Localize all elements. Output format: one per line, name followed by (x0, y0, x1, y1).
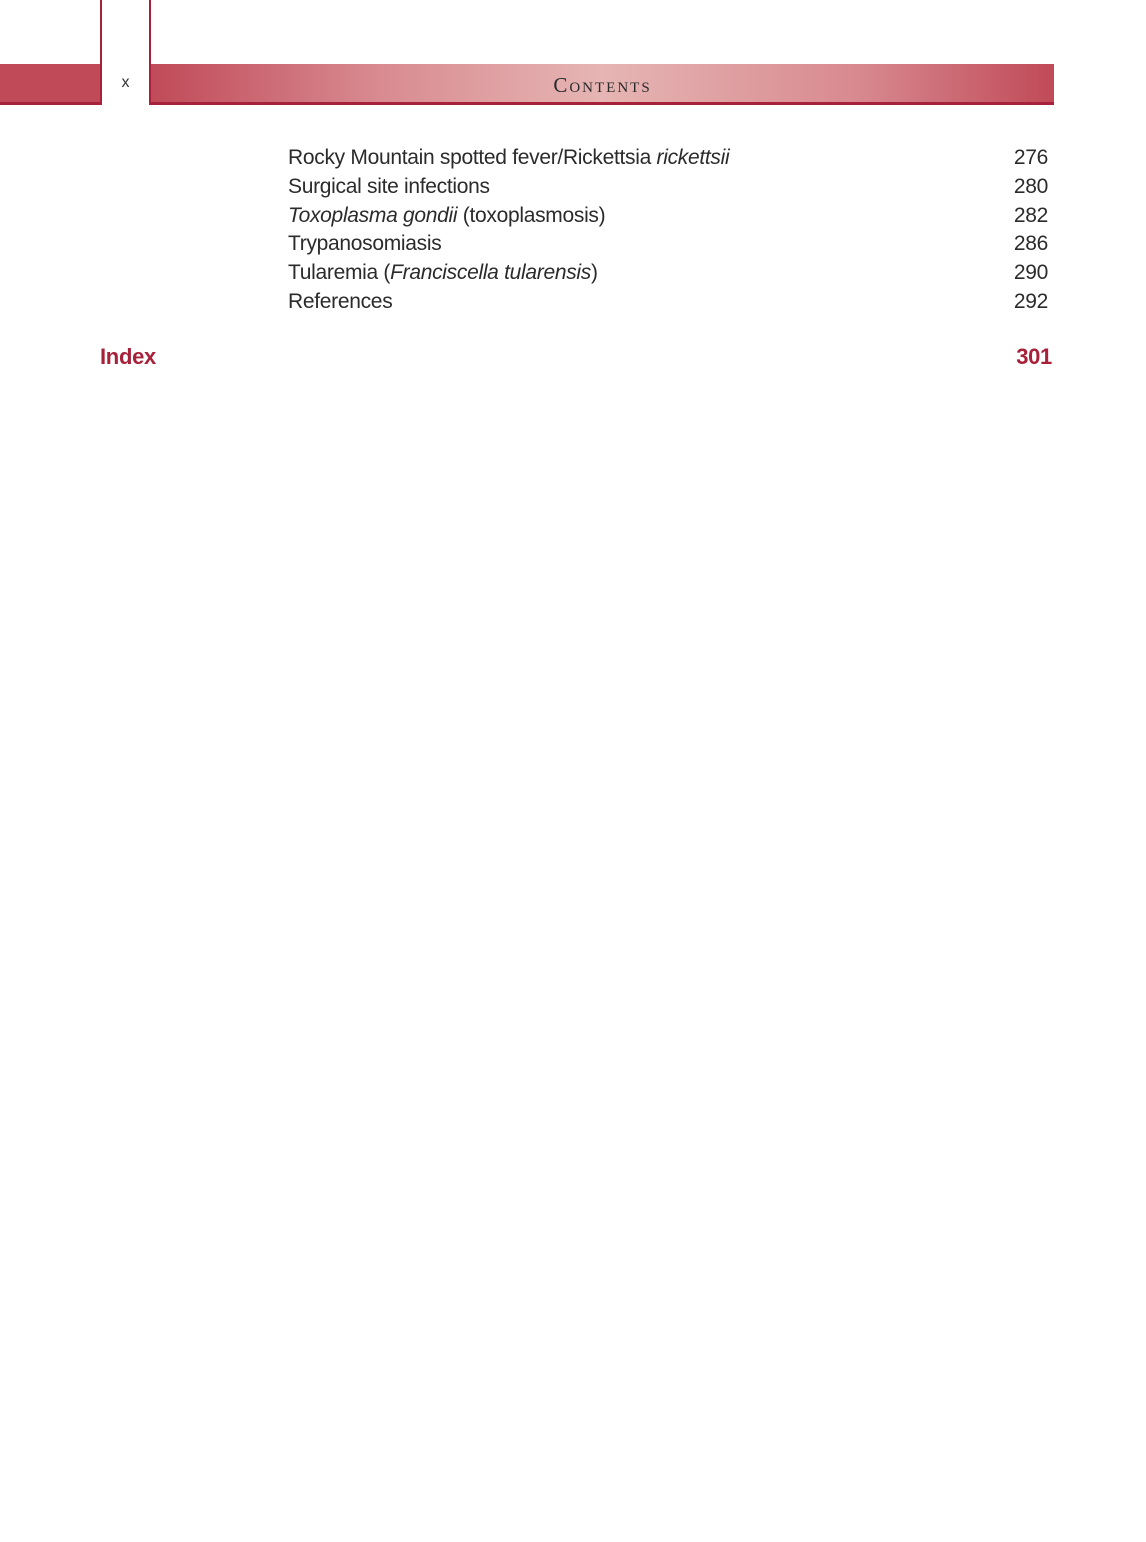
toc-entry[interactable] (288, 173, 1050, 202)
toc-entry-title: Rocky Mountain spotted fever/Rickettsia rickettsii (288, 146, 730, 169)
toc-list (288, 144, 1050, 317)
toc-entry-page: 276 (1013, 146, 1048, 169)
header-band (151, 64, 1054, 105)
running-head: Contents (553, 73, 652, 97)
toc-entry[interactable] (288, 202, 1050, 231)
index-label: Index (100, 344, 156, 369)
folio-box (100, 0, 151, 105)
page-number: x (121, 74, 130, 91)
toc-entry-page: 280 (1013, 174, 1048, 198)
toc-entry-title: Trypanosomiasis (288, 232, 442, 256)
toc-entry[interactable] (288, 144, 1050, 173)
toc-entry-title: Toxoplasma gondii (toxoplasmosis) (288, 203, 606, 227)
toc-entry[interactable] (288, 259, 1050, 288)
index-page: 301 (1016, 344, 1052, 369)
toc-entry-title: Surgical site infections (288, 174, 490, 198)
toc-entry-page: 290 (1013, 261, 1048, 285)
toc-entry-title: Tularemia (Franciscella tularensis) (288, 261, 598, 285)
toc-index-entry[interactable] (100, 341, 1052, 373)
header-band-left (0, 64, 100, 105)
toc-entry-page: 286 (1013, 232, 1048, 256)
toc-entry-page: 292 (1013, 289, 1048, 313)
toc-entry[interactable] (288, 230, 1050, 259)
toc-entry-page: 282 (1013, 203, 1048, 227)
toc-entry[interactable] (288, 288, 1050, 317)
toc-entry-title: References (288, 289, 393, 313)
